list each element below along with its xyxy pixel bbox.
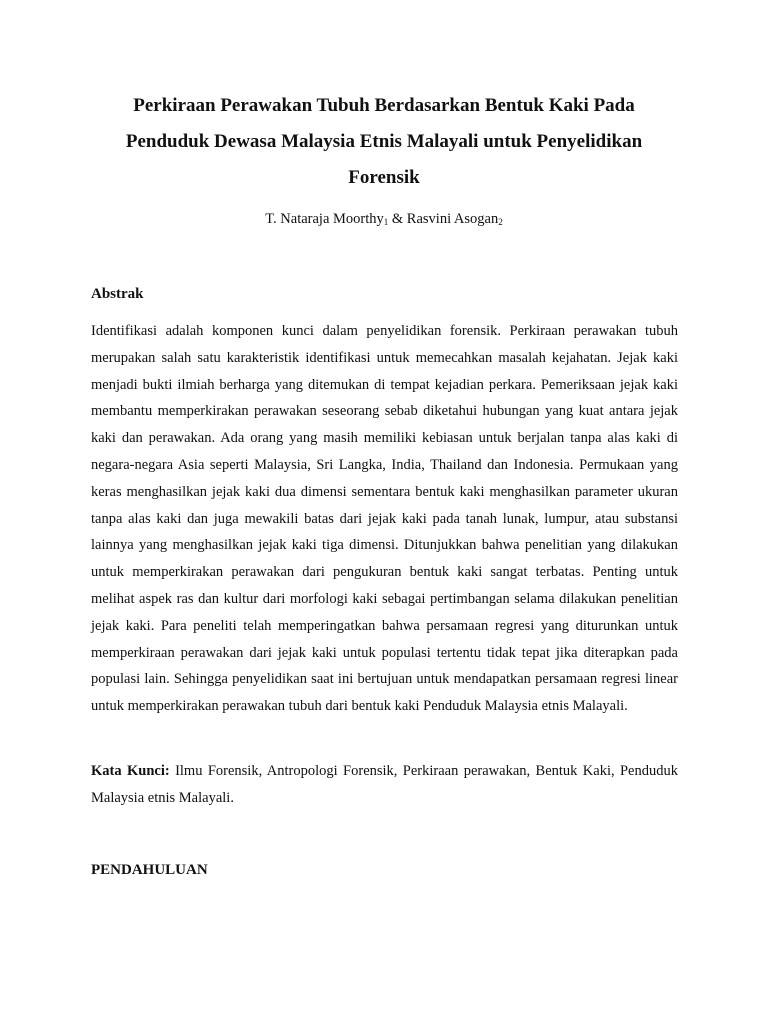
author-affiliation-1: 1 xyxy=(383,217,389,227)
author-affiliation-2: 2 xyxy=(498,217,503,227)
author-separator: & xyxy=(388,211,407,227)
paper-title xyxy=(90,88,678,196)
abstract-heading: Abstrak xyxy=(91,286,144,302)
introduction-heading: PENDAHULUAN xyxy=(91,862,208,878)
keywords-label: Kata Kunci: xyxy=(91,763,170,779)
title-line-3: Forensik xyxy=(348,167,420,188)
keywords xyxy=(91,758,682,812)
author-list xyxy=(90,209,678,229)
title-line-2: Penduduk Dewasa Malaysia Etnis Malayali untuk Penyelidikan xyxy=(125,131,643,152)
title-line-1: Perkiraan Perawakan Tubuh Berdasarkan Bentuk Kaki Pada xyxy=(133,95,635,116)
author-name-2: Rasvini Asogan xyxy=(406,211,499,227)
abstract-text: Identifikasi adalah komponen kunci dalam penyelidikan forensik. Perkiraan perawakan tubuh merupakan salah satu karakteristik identifikasi untuk memecahkan masalah kejahatan. Jejak kaki menjadi bukti ilmiah berharga yang ditemukan di tempat kejadian perkara. Pemeriksaan jejak kaki membantu memperkirakan perawakan seseorang sebab diketahui hubungan yang kuat antara jejak kaki dan perawakan. Ada orang yang masih memiliki kebiasan untuk berjalan tanpa alas kaki di negara-negara Asia seperti Malaysia, Sri Langka, India, Thailand dan Indonesia. Permukaan yang keras menghasilkan jejak kaki dua dimensi sementara bentuk kaki menghasilkan parameter ukuran tanpa alas kaki dan juga mewakili batas dari jejak kaki pada tanah lunak, lumpur, atau substansi lainnya yang menghasilkan jejak kaki tiga dimensi. Ditunjukkan bahwa penelitian yang dilakukan untuk memperkirakan perawakan dari pengukuran bentuk kaki sangat terbatas. Penting untuk melihat aspek ras dan kultur dari morfologi kaki sebagai pertimbangan selama dilakukan penelitian jejak kaki. Para peneliti telah memperingatkan bahwa persamaan regresi yang diturunkan untuk memperkiraan perawakan dari jejak kaki untuk populasi tertentu tidak tepat jika diterapkan pada populasi lain. Sehingga penyelidikan saat ini bertujuan untuk mendapatkan persamaan regresi linear untuk memperkirakan perawakan tubuh dari bentuk kaki Penduduk Malaysia etnis Malayali. xyxy=(91,323,678,715)
keywords-text: Ilmu Forensik, Antropologi Forensik, Perkiraan perawakan, Bentuk Kaki, Penduduk Malaysia etnis Malayali. xyxy=(91,763,682,806)
author-name-1: T. Nataraja Moorthy xyxy=(265,211,384,227)
